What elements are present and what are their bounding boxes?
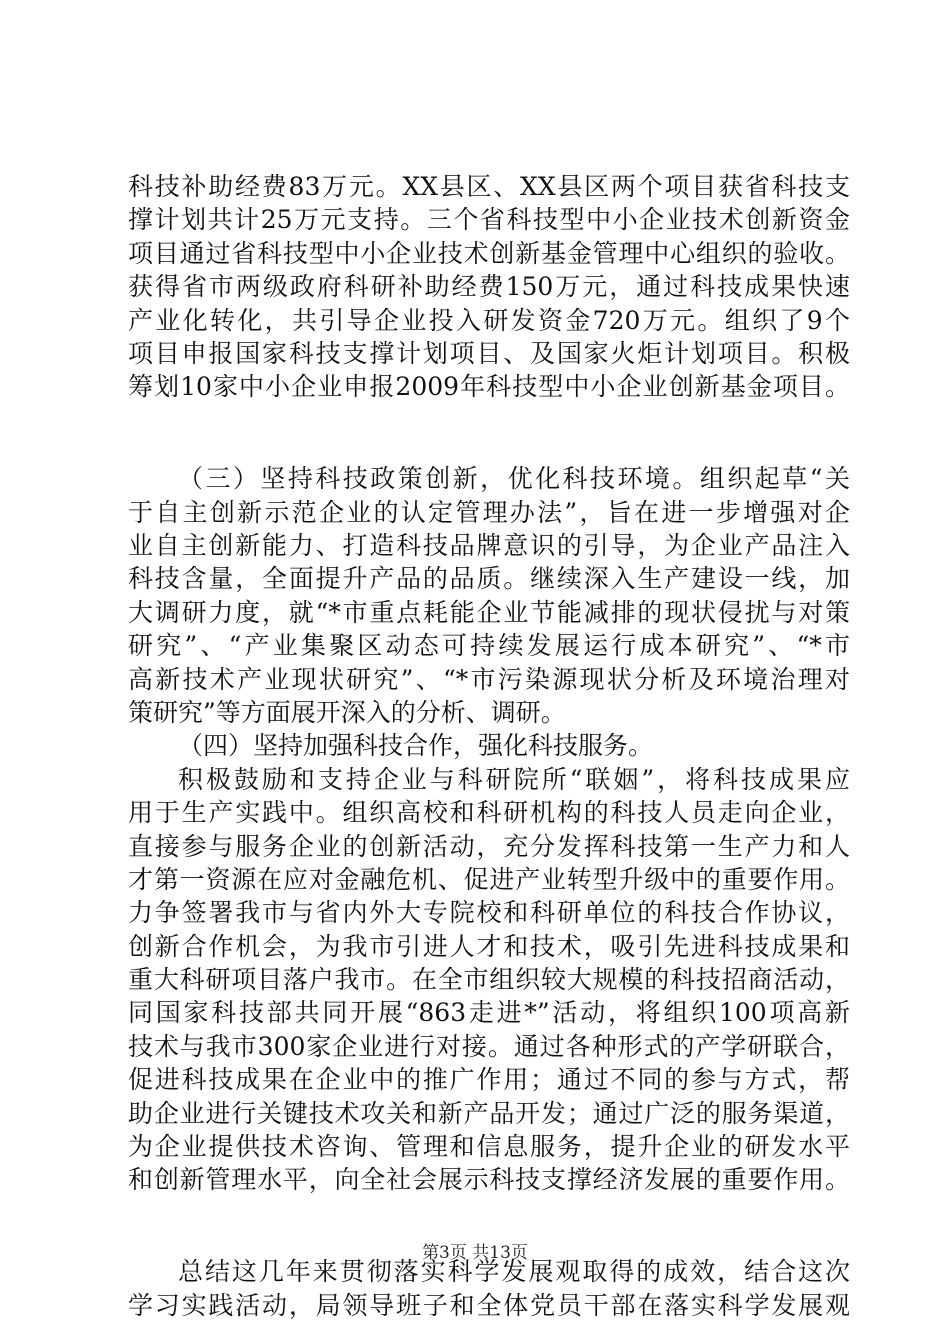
text-line: 于自主创新示范企业的认定管理办法”，旨在进一步增强对企 [128, 497, 850, 527]
text-line: 才第一资源在应对金融危机、促进产业转型升级中的重要作用。 [128, 864, 850, 894]
text-line: 科技补助经费83万元。XX县区、XX县区两个项目获省科技支 [128, 172, 850, 201]
text-line: 总结这几年来贯彻落实科学发展观取得的成效，结合这次 [178, 1257, 850, 1287]
text-line: 研究”、“产业集聚区动态可持续发展运行成本研究”、“*市 [128, 631, 850, 661]
text-line: 筹划10家中小企业申报2009年科技型中小企业创新基金项目。 [128, 372, 850, 402]
text-line: 学习实践活动，局领导班子和全体党员干部在落实科学发展观 [128, 1290, 850, 1320]
text-line: 助企业进行关键技术攻关和新产品开发；通过广泛的服务渠道， [128, 1098, 850, 1128]
section-heading-3: （三）坚持科技政策创新，优化科技环境。组织起草“关 [178, 464, 850, 494]
paragraph-gap [128, 404, 850, 463]
text-line: 力争签署我市与省内外大专院校和科研单位的科技合作协议， [128, 898, 850, 928]
text-line: 大调研力度，就“*市重点耗能企业节能减排的现状侵扰与对策 [128, 597, 850, 627]
text-line: 重大科研项目落户我市。在全市组织较大规模的科技招商活动， [128, 965, 850, 995]
text-line: 创新合作机会，为我市引进人才和技术，吸引先进科技成果和 [128, 931, 850, 961]
text-line: 促进科技成果在企业中的推广作用；通过不同的参与方式，帮 [128, 1065, 850, 1095]
text-line: 高新技术产业现状研究”、“*市污染源现状分析及环境治理对 [128, 664, 850, 694]
text-line: 获得省市两级政府科研补助经费150万元，通过科技成果快速 [128, 272, 850, 302]
text-line: 项目通过省科技型中小企业技术创新基金管理中心组织的验收。 [128, 238, 850, 268]
text-line: 为企业提供技术咨询、管理和信息服务，提升企业的研发水平 [128, 1132, 850, 1162]
text-line: 和创新管理水平，向全社会展示科技支撑经济发展的重要作用。 [128, 1165, 850, 1195]
text-line: 同国家科技部共同开展“863走进*”活动，将组织100项高新 [128, 998, 850, 1028]
text-line: 项目申报国家科技支撑计划项目、及国家火炬计划项目。积极 [128, 338, 850, 368]
document-body [128, 170, 850, 1322]
text-line: 策研究”等方面展开深入的分析、调研。 [128, 697, 566, 727]
text-line: 业自主创新能力、打造科技品牌意识的引导，为企业产品注入 [128, 531, 850, 561]
text-line: 产业化转化，共引导企业投入研发资金720万元。组织了9个 [128, 305, 850, 335]
text-line: 撑计划共计25万元支持。三个省科技型中小企业技术创新资金 [128, 205, 850, 235]
text-line: 用于生产实践中。组织高校和科研机构的科技人员走向企业， [128, 798, 850, 828]
text-line: 直接参与服务企业的创新活动，充分发挥科技第一生产力和人 [128, 831, 850, 861]
section-heading-4: （四）坚持加强科技合作，强化科技服务。 [178, 731, 654, 761]
text-line: 积极鼓励和支持企业与科研院所“联姻”，将科技成果应 [178, 764, 850, 794]
page-number-footer: 第3页 共13页 [422, 1243, 528, 1263]
text-line: 科技含量，全面提升产品的品质。继续深入生产建设一线，加 [128, 564, 850, 594]
text-line: 技术与我市300家企业进行对接。通过各种形式的产学研联合， [128, 1031, 850, 1061]
